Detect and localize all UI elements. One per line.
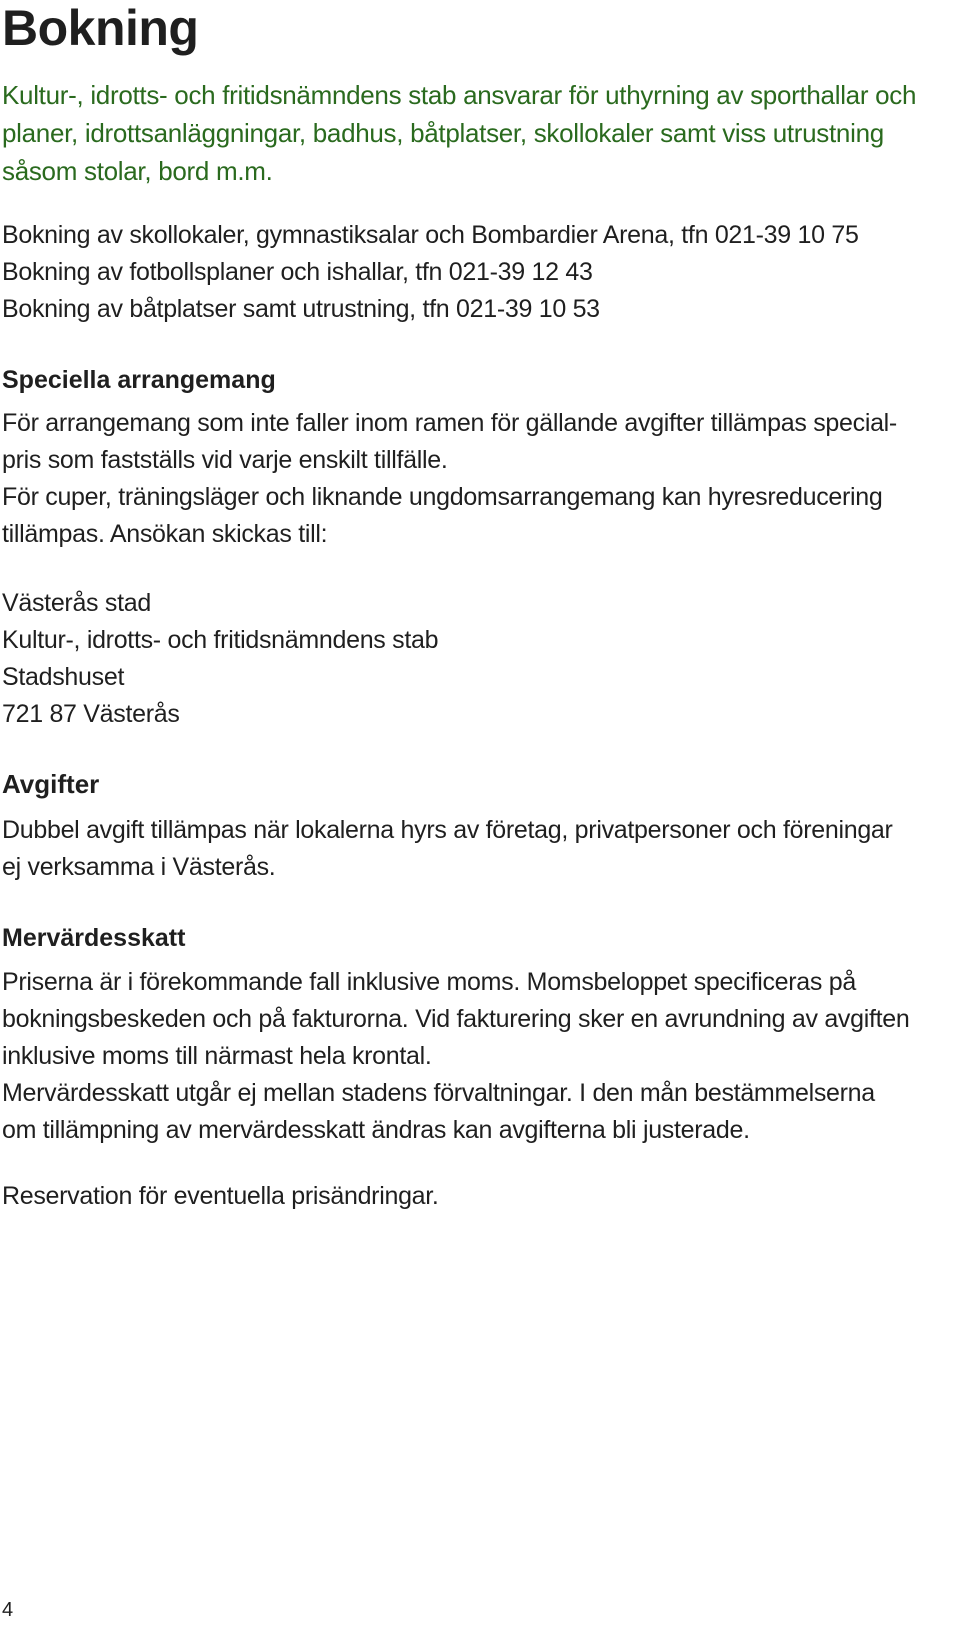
- address-line: Stadshuset: [2, 663, 125, 691]
- vat-line: bokningsbeskeden och på fakturorna. Vid fakturering sker en avrundning av avgiften: [2, 1005, 910, 1033]
- vat-line: om tillämpning av mervärdesskatt ändras kan avgifterna bli justerade.: [2, 1116, 750, 1144]
- address-line: Västerås stad: [2, 589, 151, 617]
- special-events-line: tillämpas. Ansökan skickas till:: [2, 520, 328, 548]
- page-number: 4: [2, 1599, 14, 1621]
- address-line: 721 87 Västerås: [2, 700, 180, 728]
- fees-heading: Avgifter: [2, 769, 100, 799]
- vat-line: inklusive moms till närmast hela krontal.: [2, 1042, 432, 1070]
- vat-heading: Mervärdesskatt: [2, 924, 186, 952]
- special-events-line: För arrangemang som inte faller inom ramen för gällande avgifter tillämpas special-: [2, 409, 897, 437]
- vat-line: Mervärdesskatt utgår ej mellan stadens förvaltningar. I den mån bestämmelserna: [2, 1079, 875, 1107]
- booking-contacts: [2, 217, 957, 328]
- special-events-line: För cuper, träningsläger och liknande ungdomsarrangemang kan hyresreducering: [2, 483, 883, 511]
- fees-line: Dubbel avgift tillämpas när lokalerna hyrs av företag, privatpersoner och föreningar: [2, 816, 893, 844]
- vat-text: [2, 964, 957, 1149]
- address-block: [2, 585, 957, 733]
- reservation-line: Reservation för eventuella prisändringar.: [2, 1182, 439, 1210]
- fees-text: [2, 812, 957, 886]
- intro-paragraph: Kultur-, idrotts- och fritidsnämndens stab ansvarar för uthyrning av sporthallar och planer, idrottsanläggningar, badhus, båtplatser, skollokaler samt viss utrustning såsom stolar, bord m.m.: [2, 80, 917, 186]
- page-title: Bokning: [2, 0, 199, 56]
- special-events-text: [2, 405, 957, 553]
- special-events-heading: Speciella arrangemang: [2, 366, 276, 394]
- vat-line: Priserna är i förekommande fall inklusive moms. Momsbeloppet specificeras på: [2, 968, 856, 996]
- booking-contact-line: Bokning av skollokaler, gymnastiksalar och Bombardier Arena, tfn 021-39 10 75: [2, 221, 859, 249]
- special-events-line: pris som fastställs vid varje enskilt tillfälle.: [2, 446, 448, 474]
- fees-line: ej verksamma i Västerås.: [2, 853, 276, 881]
- reservation-note: [2, 1178, 957, 1215]
- booking-contact-line: Bokning av fotbollsplaner och ishallar, tfn 021-39 12 43: [2, 258, 593, 286]
- address-line: Kultur-, idrotts- och fritidsnämndens stab: [2, 626, 439, 654]
- booking-contact-line: Bokning av båtplatser samt utrustning, tfn 021-39 10 53: [2, 295, 600, 323]
